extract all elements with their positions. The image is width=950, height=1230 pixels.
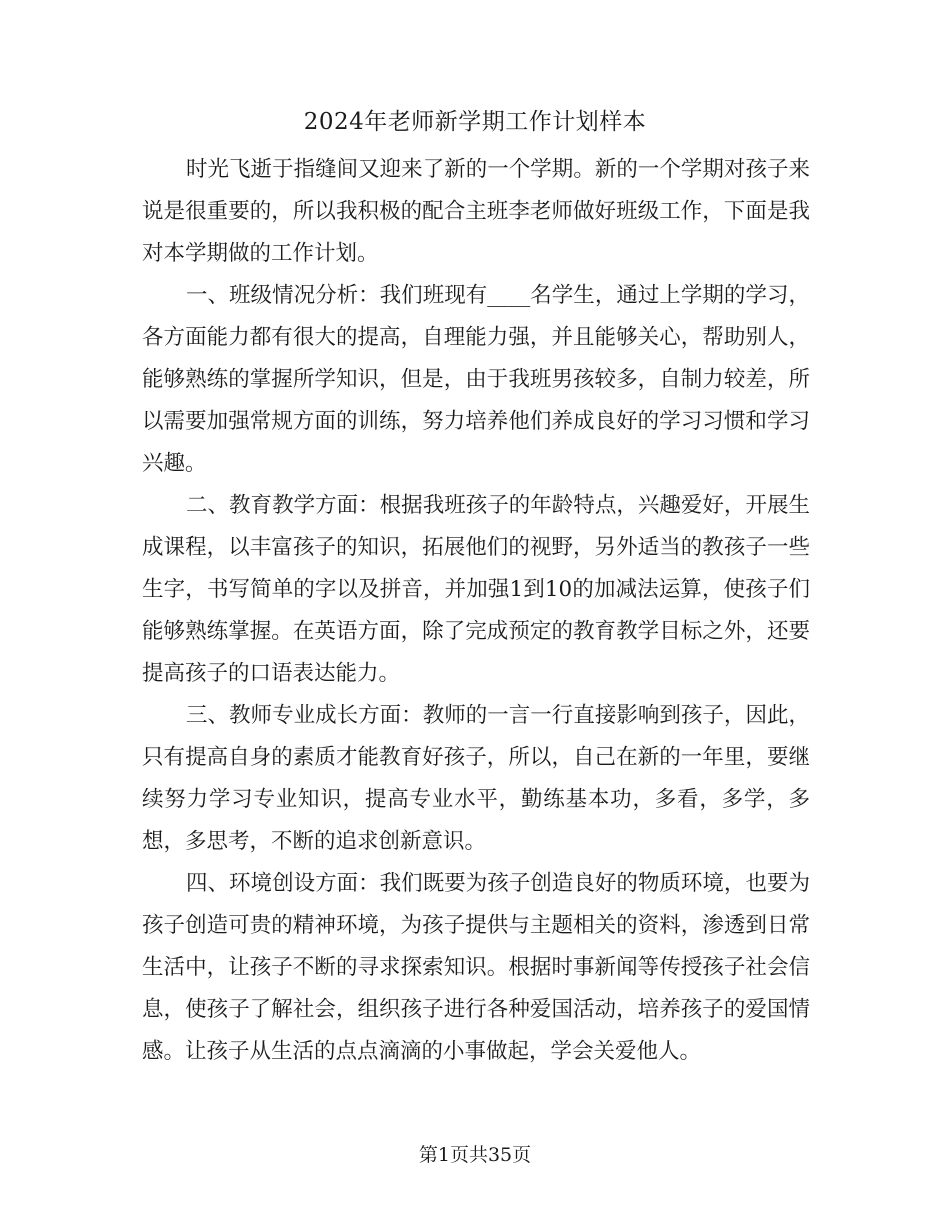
page-number-footer: 第1页共35页 [418, 1144, 532, 1166]
teaching-paragraph: 二、教育教学方面：根据我班孩子的年龄特点，兴趣爱好，开展生成课程，以丰富孩子的知识，拓展他们的视野，另外适当的教孩子一些生字，书写简单的字以及拼音，并加强1到10的加减法运算，使孩子们能够熟练掌握。在英语方面，除了完成预定的教育教学目标之外，还要提高孩子的口语表达能力。 [142, 493, 810, 686]
environment-paragraph: 四、环境创设方面：我们既要为孩子创造良好的物质环境，也要为孩子创造可贵的精神环境，为孩子提供与主题相关的资料，渗透到日常生活中，让孩子不断的寻求探索知识。根据时事新闻等传授孩子社会信息，使孩子了解社会，组织孩子进行各种爱国活动，培养孩子的爱国情感。让孩子从生活的点点滴滴的小事做起，学会关爱他人。 [142, 871, 810, 1064]
document-title: 2024年老师新学期工作计划样本 [303, 109, 647, 135]
intro-paragraph: 时光飞逝于指缝间又迎来了新的一个学期。新的一个学期对孩子来说是很重要的，所以我积极的配合主班李老师做好班级工作，下面是我对本学期做的工作计划。 [142, 157, 810, 266]
professional-growth-paragraph: 三、教师专业成长方面：教师的一言一行直接影响到孩子，因此，只有提高自身的素质才能教育好孩子，所以，自己在新的一年里，要继续努力学习专业知识，提高专业水平，勤练基本功，多看，多学，多想，多思考，不断的追求创新意识。 [142, 703, 810, 854]
document-body [142, 149, 810, 1073]
class-analysis-paragraph: 一、班级情况分析：我们班现有____名学生，通过上学期的学习，各方面能力都有很大的提高，自理能力强，并且能够关心，帮助别人，能够熟练的掌握所学知识，但是，由于我班男孩较多，自制力较差，所以需要加强常规方面的训练，努力培养他们养成良好的学习习惯和学习兴趣。 [142, 283, 810, 476]
